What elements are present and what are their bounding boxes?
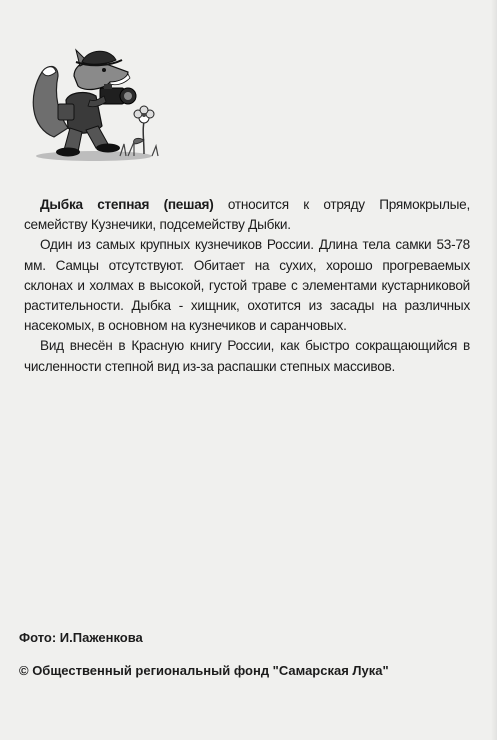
copyright-notice: © Общественный региональный фонд "Самарская Лука" [19, 663, 389, 678]
classification-text: относится к отряду Прямокрылые, семейству Кузнечики, подсемейству Дыбки. [24, 197, 470, 233]
species-name: Дыбка степная (пешая) [40, 197, 214, 212]
article-paragraph-classification [24, 195, 470, 235]
article-paragraph-description: Один из самых крупных кузнечиков России. Длина тела самки 53-78 мм. Самцы отсутствуют. Обитает на сухих, хорошо прогреваемых склонах и холмах в высокой, густой траве с элементами кустарниковой растительности. Дыбка - хищник, охотится из засады на различных насекомых, в основном на кузнечиков и саранчовых. [24, 237, 470, 334]
article-body [24, 195, 470, 377]
fox-photographer-icon [24, 42, 164, 164]
article-paragraph-status: Вид внесён в Красную книгу России, как быстро сокращающийся в численности степной вид из-за распашки степных массивов. [24, 338, 470, 374]
photo-credit: Фото: И.Паженкова [19, 630, 143, 645]
